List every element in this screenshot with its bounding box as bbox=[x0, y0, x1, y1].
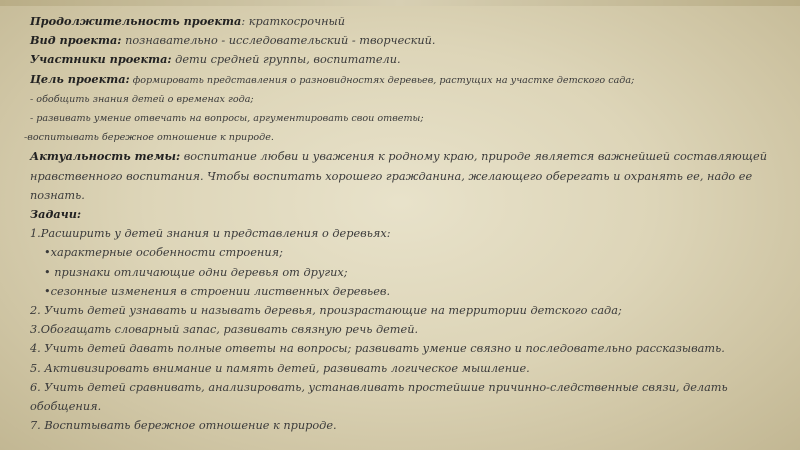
task-item: 4. Учить детей давать полные ответы на вопросы; развивать умение связно и последовательно рассказывать. bbox=[30, 342, 725, 356]
task-item: 5. Активизировать внимание и память детей, развивать логическое мышление. bbox=[30, 361, 530, 375]
task-item: 7. Воспитывать бережное отношение к природе. bbox=[30, 419, 337, 433]
relevance-paragraph bbox=[30, 147, 775, 205]
task-item: 6. Учить детей сравнивать, анализировать, устанавливать простейшие причинно-следственные связи, делать обобщения. bbox=[30, 380, 728, 414]
duration-label: Продолжительность проекта bbox=[30, 14, 242, 28]
task-item: 1.Расширить у детей знания и представления о деревьях: bbox=[30, 227, 391, 241]
duration-value: : краткосрочный bbox=[241, 15, 346, 28]
tasks-title: Задачи: bbox=[30, 207, 82, 222]
participants-line bbox=[30, 50, 775, 69]
participants-label: Участники проекта: bbox=[30, 52, 172, 67]
goal-item: - развивать умение отвечать на вопросы, аргументировать свои ответы; bbox=[30, 113, 424, 125]
type-value: познавательно - исследовательский - творческий. bbox=[121, 34, 436, 48]
task-bullet: • признаки отличающие одни деревья от других; bbox=[44, 265, 348, 279]
relevance-value: воспитание любви и уважения к родному краю, природе является важнейшей составляющей нравственного воспитания. Чтобы воспитать хорошего гражданина, желающего оберегать и охранять ее, надо ее познать. bbox=[30, 150, 768, 202]
relevance-label: Актуальность темы: bbox=[30, 149, 181, 164]
goal-line bbox=[30, 70, 775, 90]
slide-content bbox=[24, 12, 775, 435]
type-line bbox=[30, 31, 775, 50]
task-bullet: •сезонные изменения в строении лиственных деревьев. bbox=[44, 284, 391, 298]
participants-value: дети средней группы, воспитатели. bbox=[171, 53, 401, 67]
type-label: Вид проекта: bbox=[30, 33, 122, 48]
goal-item: -воспитывать бережное отношение к природе. bbox=[24, 132, 274, 144]
goal-item: - обобщить знания детей о временах года; bbox=[30, 93, 254, 105]
top-band bbox=[0, 0, 800, 6]
task-bullet: •характерные особенности строения; bbox=[44, 246, 283, 260]
duration-line bbox=[30, 12, 775, 31]
goal-value: формировать представления о разновидностях деревьев, растущих на участке детского сада; bbox=[129, 74, 635, 86]
task-item: 3.Обогащать словарный запас, развивать связную речь детей. bbox=[30, 323, 419, 337]
task-item: 2. Учить детей узнавать и называть деревья, произрастающие на территории детского сада; bbox=[30, 304, 622, 318]
goal-label: Цель проекта: bbox=[30, 71, 130, 86]
